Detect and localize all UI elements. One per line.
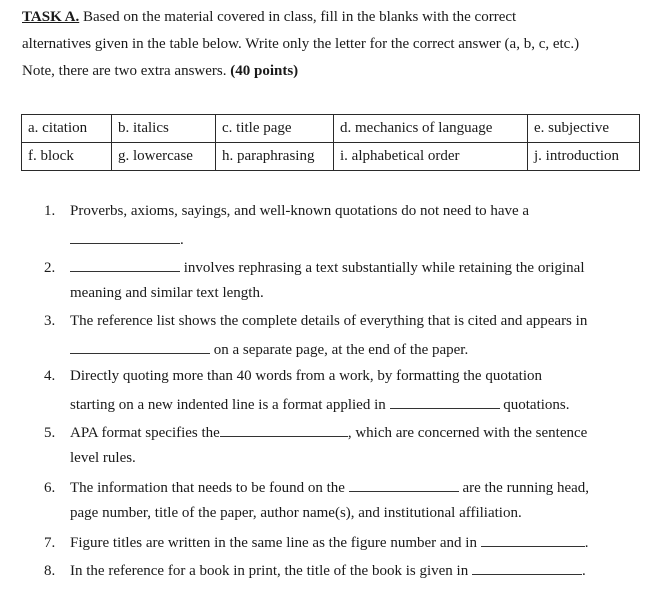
points-label: (40 points) xyxy=(230,63,299,79)
question-1: 1. Proverbs, axioms, sayings, and well-known quotations do not need to have a xyxy=(44,203,530,219)
task-instructions xyxy=(22,4,652,85)
question-3: 3. The reference list shows the complete details of everything that is cited and appears in xyxy=(44,313,588,329)
question-2-continuation: meaning and similar text length. xyxy=(70,285,264,301)
answer-blank-8[interactable] xyxy=(472,560,582,575)
instruction-line-1: TASK A. Based on the material covered in class, fill in the blanks with the correct xyxy=(22,9,517,25)
option-d: d. mechanics of language xyxy=(334,115,528,143)
option-b: b. italics xyxy=(112,115,216,143)
option-i: i. alphabetical order xyxy=(334,143,528,171)
task-heading: TASK A. xyxy=(22,9,80,25)
answer-blank-4[interactable] xyxy=(390,394,500,409)
option-f: f. block xyxy=(22,143,112,171)
option-c: c. title page xyxy=(216,115,334,143)
question-1-continuation: . xyxy=(70,229,184,249)
question-2: 2. involves rephrasing a text substantially while retaining the original xyxy=(44,257,585,277)
option-h: h. paraphrasing xyxy=(216,143,334,171)
question-5: 5. APA format specifies the , which are concerned with the sentence xyxy=(44,422,587,442)
options-row-2 xyxy=(22,143,640,171)
answer-blank-5[interactable] xyxy=(220,422,348,437)
answer-blank-1[interactable] xyxy=(70,229,180,244)
answer-blank-6[interactable] xyxy=(349,477,459,492)
options-row-1 xyxy=(22,115,640,143)
question-4-continuation: starting on a new indented line is a format applied in quotations. xyxy=(70,394,570,414)
answer-blank-7[interactable] xyxy=(481,532,585,547)
question-8: 8. In the reference for a book in print, the title of the book is given in . xyxy=(44,560,586,580)
option-e: e. subjective xyxy=(528,115,640,143)
question-4: 4. Directly quoting more than 40 words from a work, by formatting the quotation xyxy=(44,368,542,384)
instruction-line-3: Note, there are two extra answers. (40 points) xyxy=(22,63,299,79)
question-6-continuation: page number, title of the paper, author name(s), and institutional affiliation. xyxy=(70,505,522,521)
option-j: j. introduction xyxy=(528,143,640,171)
question-6: 6. The information that needs to be found on the are the running head, xyxy=(44,477,589,497)
option-a: a. citation xyxy=(22,115,112,143)
question-7: 7. Figure titles are written in the same line as the figure number and in . xyxy=(44,532,588,552)
answer-blank-2[interactable] xyxy=(70,257,180,272)
answer-blank-3[interactable] xyxy=(70,339,210,354)
option-g: g. lowercase xyxy=(112,143,216,171)
question-3-continuation: on a separate page, at the end of the paper. xyxy=(70,339,468,359)
question-5-continuation: level rules. xyxy=(70,450,136,466)
answer-options-table xyxy=(21,114,640,171)
instruction-line-2: alternatives given in the table below. Write only the letter for the correct answer (a, b, c, etc.) xyxy=(22,36,580,52)
